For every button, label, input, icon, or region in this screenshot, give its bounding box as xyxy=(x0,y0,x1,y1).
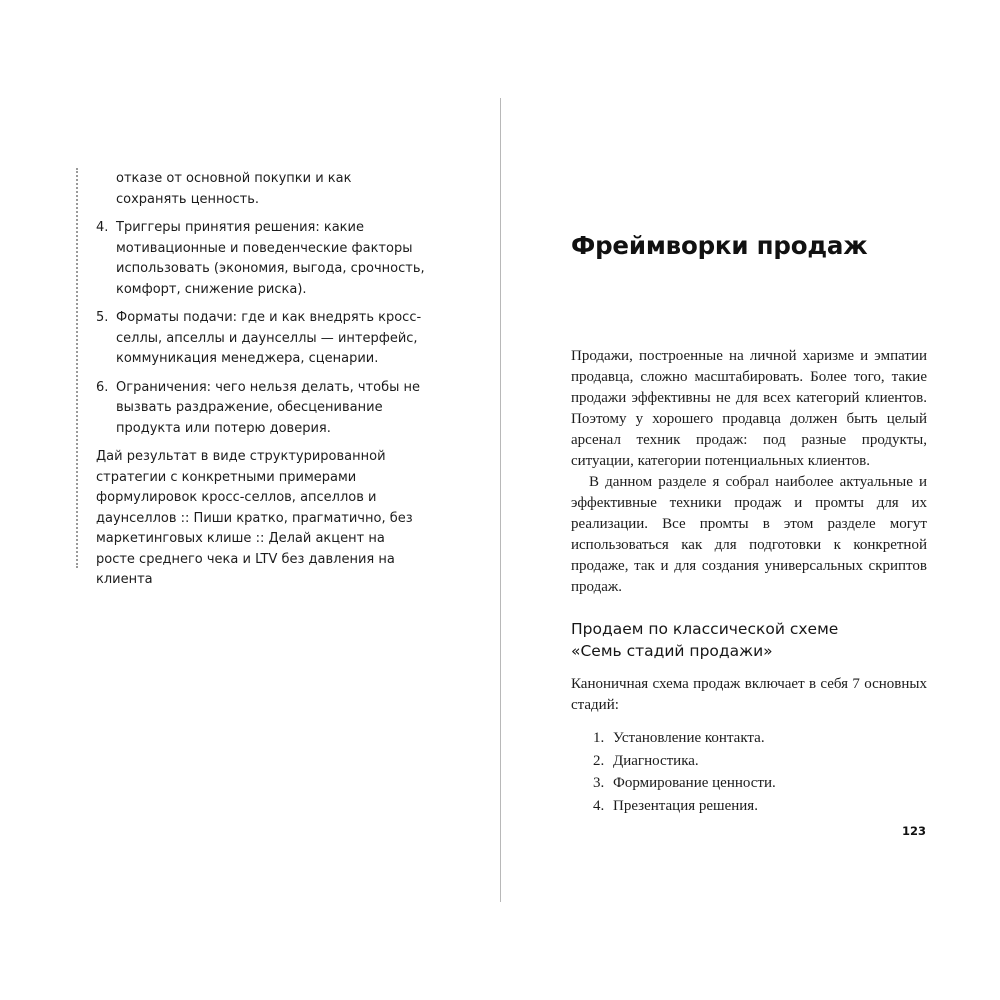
left-page-prompt-block xyxy=(96,169,426,591)
list-item-number: 3. xyxy=(593,775,605,791)
list-item-continuation: отказе от основной покупки и как сохранять ценность. xyxy=(116,171,352,207)
section-title-line: Продаем по классической схеме xyxy=(571,620,839,638)
list-item xyxy=(96,378,426,440)
list-item-text: Презентация решения. xyxy=(613,797,758,814)
prompt-margin-rule xyxy=(76,168,78,568)
right-page-content xyxy=(571,230,927,817)
list-item-number: 2. xyxy=(593,752,605,769)
list-item-number: 4. xyxy=(96,220,109,235)
list-item xyxy=(96,218,426,300)
chapter-body xyxy=(571,346,927,598)
list-item-number: 1. xyxy=(593,730,605,746)
list-item-text: Диагностика. xyxy=(613,752,699,769)
list-item-text: Формирование ценности. xyxy=(613,775,776,791)
section-title xyxy=(571,618,927,662)
prompt-closing-paragraph: Дай результат в виде структурированной стратегии с конкретными примерами формулировок кросс-селлов, апселлов и даунселлов :: Пиши кратко, прагматично, без маркетинговых клише :: Делай акцент на росте среднего чека и LTV без давления на клиента xyxy=(96,449,413,587)
list-item xyxy=(571,772,927,795)
list-item-number: 4. xyxy=(593,797,605,814)
list-item xyxy=(571,750,927,773)
sales-stages-list xyxy=(571,727,927,817)
prompt-list xyxy=(96,218,426,439)
section-title-line: «Семь стадий продажи» xyxy=(571,642,773,660)
list-item xyxy=(571,727,927,750)
list-item-text: Ограничения: чего нельзя делать, чтобы не вызвать раздражение, обесценивание продукта или потерю доверия. xyxy=(116,379,420,436)
list-item xyxy=(96,308,426,370)
book-spine-line xyxy=(500,98,501,902)
body-paragraph: Продажи, построенные на личной харизме и эмпатии продавца, сложно масштабировать. Более того, такие продажи эффективны не для всех категорий клиентов. Поэтому у хорошего продавца должен быть целый арсенал техник продаж: под разные продукты, ситуации, категории потенциальных клиентов. xyxy=(571,348,927,469)
list-item-text: Установление контакта. xyxy=(613,730,765,746)
body-paragraph: В данном разделе я собрал наиболее актуальные и эффективные техники продаж и промты для их реализации. Все промты в этом разделе могут использоваться как для подготовки к конкретной продаже, так и для создания универсальных скриптов продаж. xyxy=(571,474,927,595)
list-item-text: Форматы подачи: где и как внедрять кросс-селлы, апселлы и даунселлы — интерфейс, коммуникация менеджера, сценарии. xyxy=(116,310,422,366)
section-intro-paragraph: Каноничная схема продаж включает в себя 7 основных стадий: xyxy=(571,676,927,713)
chapter-title: Фреймворки продаж xyxy=(571,231,868,260)
page-number: 123 xyxy=(901,824,926,838)
list-item xyxy=(571,795,927,818)
list-item-text: Триггеры принятия решения: какие мотивационные и поведенческие факторы использовать (экономия, выгода, срочность, комфорт, снижение риска). xyxy=(116,220,425,297)
list-item-number: 6. xyxy=(96,379,109,395)
list-item-number: 5. xyxy=(96,310,109,325)
